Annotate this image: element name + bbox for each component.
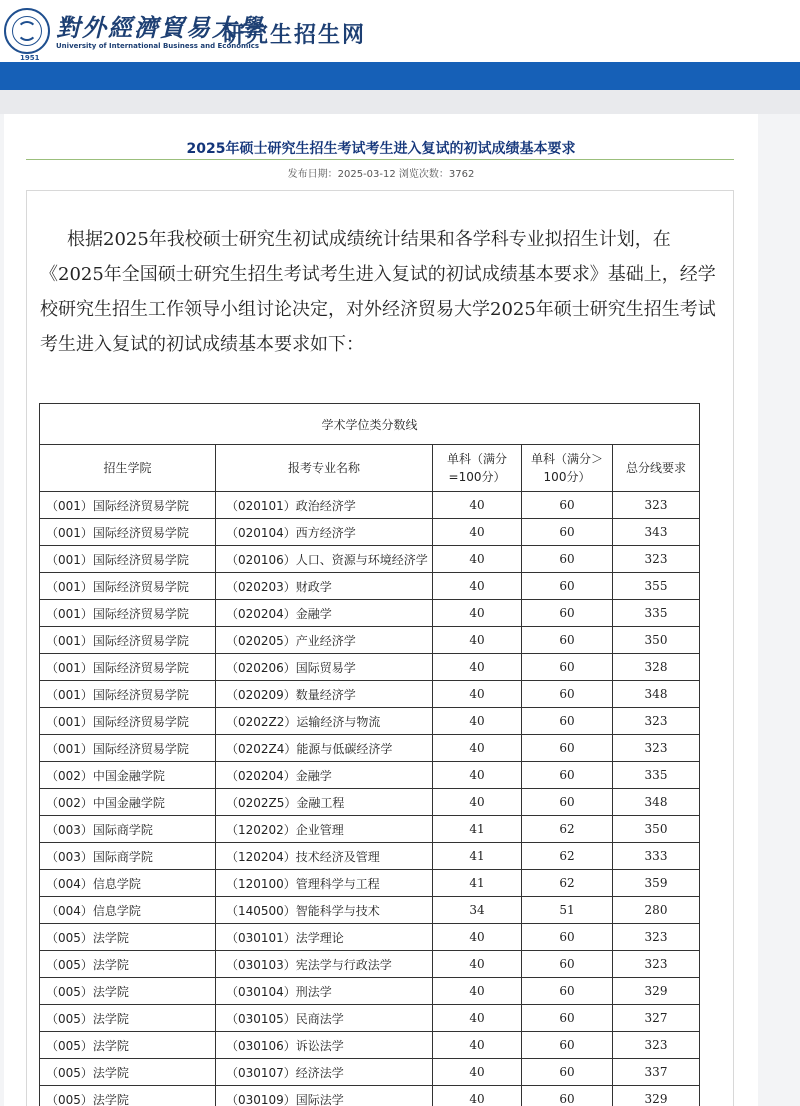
header-total: 总分线要求 — [613, 445, 700, 492]
cell-major: （030109）国际法学 — [216, 1086, 433, 1106]
cell-single-over-100: 60 — [522, 1086, 613, 1106]
cell-single-over-100: 60 — [522, 1005, 613, 1032]
cell-major: （0202Z4）能源与低碳经济学 — [216, 735, 433, 762]
site-header — [0, 0, 800, 62]
cell-school: （001）国际经济贸易学院 — [40, 654, 216, 681]
article-title: 2025年硕士研究生招生考试考生进入复试的初试成绩基本要求 — [186, 141, 576, 157]
table-row — [40, 1059, 700, 1086]
globe-icon — [17, 21, 37, 41]
cell-single-100: 40 — [433, 1005, 522, 1032]
cell-single-over-100: 60 — [522, 681, 613, 708]
cell-school: （001）国际经济贸易学院 — [40, 573, 216, 600]
header-single-100: 单科（满分=100分） — [433, 445, 522, 492]
table-caption: 学术学位类分数线 — [40, 404, 700, 445]
table-row — [40, 951, 700, 978]
cell-total: 323 — [613, 708, 700, 735]
table-caption-row — [40, 404, 700, 445]
cell-total: 343 — [613, 519, 700, 546]
cell-single-100: 41 — [433, 843, 522, 870]
cell-total: 323 — [613, 492, 700, 519]
table-row — [40, 492, 700, 519]
cell-single-100: 34 — [433, 897, 522, 924]
cell-school: （005）法学院 — [40, 1032, 216, 1059]
cell-total: 335 — [613, 600, 700, 627]
university-seal-logo[interactable] — [4, 8, 50, 62]
cell-single-over-100: 60 — [522, 924, 613, 951]
cell-single-over-100: 62 — [522, 843, 613, 870]
cell-major: （020209）数量经济学 — [216, 681, 433, 708]
cell-single-100: 41 — [433, 816, 522, 843]
table-row — [40, 735, 700, 762]
table-row — [40, 924, 700, 951]
table-row — [40, 681, 700, 708]
cell-school: （004）信息学院 — [40, 870, 216, 897]
cell-single-100: 40 — [433, 627, 522, 654]
table-row — [40, 897, 700, 924]
cell-major: （020206）国际贸易学 — [216, 654, 433, 681]
cell-total: 323 — [613, 735, 700, 762]
article-meta: 发布日期：2025-03-12 浏览次数：3762 — [287, 169, 475, 180]
cell-single-100: 40 — [433, 1032, 522, 1059]
header-school: 招生学院 — [40, 445, 216, 492]
cell-school: （004）信息学院 — [40, 897, 216, 924]
table-row — [40, 600, 700, 627]
cell-total: 348 — [613, 681, 700, 708]
cell-total: 327 — [613, 1005, 700, 1032]
cell-total: 335 — [613, 762, 700, 789]
table-row — [40, 762, 700, 789]
cell-school: （002）中国金融学院 — [40, 762, 216, 789]
cell-school: （005）法学院 — [40, 1005, 216, 1032]
table-row — [40, 1032, 700, 1059]
cell-school: （001）国际经济贸易学院 — [40, 519, 216, 546]
cell-total: 350 — [613, 816, 700, 843]
cell-total: 328 — [613, 654, 700, 681]
cell-major: （020104）西方经济学 — [216, 519, 433, 546]
cell-total: 337 — [613, 1059, 700, 1086]
cell-school: （005）法学院 — [40, 1059, 216, 1086]
table-row — [40, 843, 700, 870]
cell-single-100: 40 — [433, 762, 522, 789]
cell-single-100: 40 — [433, 978, 522, 1005]
table-row — [40, 519, 700, 546]
cell-single-over-100: 60 — [522, 978, 613, 1005]
cell-single-100: 40 — [433, 546, 522, 573]
cell-school: （002）中国金融学院 — [40, 789, 216, 816]
cell-major: （0202Z2）运输经济与物流 — [216, 708, 433, 735]
cell-school: （001）国际经济贸易学院 — [40, 708, 216, 735]
table-row — [40, 978, 700, 1005]
cell-single-over-100: 60 — [522, 573, 613, 600]
cell-major: （030103）宪法学与行政法学 — [216, 951, 433, 978]
cell-total: 323 — [613, 1032, 700, 1059]
cell-major: （120204）技术经济及管理 — [216, 843, 433, 870]
cell-total: 348 — [613, 789, 700, 816]
cell-school: （005）法学院 — [40, 978, 216, 1005]
score-table — [39, 403, 700, 1106]
cell-major: （020205）产业经济学 — [216, 627, 433, 654]
cell-school: （005）法学院 — [40, 951, 216, 978]
cell-single-over-100: 62 — [522, 816, 613, 843]
site-name[interactable]: 研究生招生网 — [222, 23, 367, 48]
table-header-row — [40, 445, 700, 492]
cell-single-over-100: 62 — [522, 870, 613, 897]
table-row — [40, 627, 700, 654]
cell-major: （020204）金融学 — [216, 762, 433, 789]
cell-single-over-100: 60 — [522, 1059, 613, 1086]
cell-major: （020101）政治经济学 — [216, 492, 433, 519]
cell-major: （030104）刑法学 — [216, 978, 433, 1005]
cell-single-over-100: 60 — [522, 708, 613, 735]
cell-single-over-100: 60 — [522, 627, 613, 654]
cell-total: 280 — [613, 897, 700, 924]
cell-major: （030105）民商法学 — [216, 1005, 433, 1032]
cell-single-over-100: 60 — [522, 519, 613, 546]
cell-total: 329 — [613, 1086, 700, 1106]
cell-school: （005）法学院 — [40, 1086, 216, 1106]
cell-single-100: 40 — [433, 951, 522, 978]
cell-school: （001）国际经济贸易学院 — [40, 735, 216, 762]
cell-single-over-100: 60 — [522, 654, 613, 681]
cell-single-100: 40 — [433, 1059, 522, 1086]
cell-single-100: 40 — [433, 654, 522, 681]
cell-total: 350 — [613, 627, 700, 654]
cell-school: （001）国际经济贸易学院 — [40, 546, 216, 573]
cell-single-100: 40 — [433, 789, 522, 816]
cell-school: （001）国际经济贸易学院 — [40, 681, 216, 708]
cell-major: （140500）智能科学与技术 — [216, 897, 433, 924]
title-divider — [26, 159, 734, 160]
cell-single-over-100: 60 — [522, 951, 613, 978]
seal-year: 1951 — [20, 54, 40, 62]
header-single-over-100: 单科（满分＞100分） — [522, 445, 613, 492]
cell-single-100: 40 — [433, 1086, 522, 1106]
cell-single-over-100: 60 — [522, 600, 613, 627]
cell-single-over-100: 60 — [522, 1032, 613, 1059]
cell-major: （020203）财政学 — [216, 573, 433, 600]
table-row — [40, 1086, 700, 1106]
table-row — [40, 1005, 700, 1032]
cell-single-over-100: 60 — [522, 735, 613, 762]
cell-single-over-100: 60 — [522, 492, 613, 519]
cell-total: 355 — [613, 573, 700, 600]
table-row — [40, 870, 700, 897]
cell-total: 323 — [613, 951, 700, 978]
nav-spacer — [0, 90, 800, 114]
cell-single-100: 40 — [433, 600, 522, 627]
cell-school: （001）国际经济贸易学院 — [40, 627, 216, 654]
cell-total: 359 — [613, 870, 700, 897]
cell-total: 329 — [613, 978, 700, 1005]
cell-single-100: 40 — [433, 492, 522, 519]
table-row — [40, 708, 700, 735]
cell-single-100: 40 — [433, 573, 522, 600]
cell-school: （001）国际经济贸易学院 — [40, 600, 216, 627]
header-major: 报考专业名称 — [216, 445, 433, 492]
cell-single-100: 40 — [433, 924, 522, 951]
cell-single-100: 40 — [433, 681, 522, 708]
cell-single-over-100: 51 — [522, 897, 613, 924]
cell-major: （030107）经济法学 — [216, 1059, 433, 1086]
cell-single-100: 40 — [433, 708, 522, 735]
cell-school: （003）国际商学院 — [40, 816, 216, 843]
cell-school: （003）国际商学院 — [40, 843, 216, 870]
cell-major: （030101）法学理论 — [216, 924, 433, 951]
cell-total: 333 — [613, 843, 700, 870]
table-row — [40, 789, 700, 816]
article-intro: 根据2025年我校硕士研究生初试成绩统计结果和各学科专业拟招生计划，在《2025年全国硕士研究生招生考试考生进入复试的初试成绩基本要求》基础上，经学校研究生招生工作领导小组讨论决定，对外经济贸易大学2025年硕士研究生招生考试考生进入复试的初试成绩基本要求如下： — [40, 229, 716, 355]
cell-major: （120202）企业管理 — [216, 816, 433, 843]
cell-single-over-100: 60 — [522, 546, 613, 573]
cell-total: 323 — [613, 924, 700, 951]
cell-school: （005）法学院 — [40, 924, 216, 951]
university-name-en: University of International Business and Economics — [56, 42, 260, 50]
cell-major: （030106）诉讼法学 — [216, 1032, 433, 1059]
cell-total: 323 — [613, 546, 700, 573]
cell-single-over-100: 60 — [522, 789, 613, 816]
cell-major: （020106）人口、资源与环境经济学 — [216, 546, 433, 573]
table-row — [40, 546, 700, 573]
table-row — [40, 573, 700, 600]
cell-single-100: 41 — [433, 870, 522, 897]
university-name-cn[interactable]: 對外經濟貿易大學 — [56, 13, 264, 42]
cell-major: （020204）金融学 — [216, 600, 433, 627]
table-row — [40, 816, 700, 843]
cell-major: （120100）管理科学与工程 — [216, 870, 433, 897]
cell-single-100: 40 — [433, 735, 522, 762]
cell-single-100: 40 — [433, 519, 522, 546]
cell-single-over-100: 60 — [522, 762, 613, 789]
cell-school: （001）国际经济贸易学院 — [40, 492, 216, 519]
cell-major: （0202Z5）金融工程 — [216, 789, 433, 816]
table-row — [40, 654, 700, 681]
nav-bar — [0, 62, 800, 90]
